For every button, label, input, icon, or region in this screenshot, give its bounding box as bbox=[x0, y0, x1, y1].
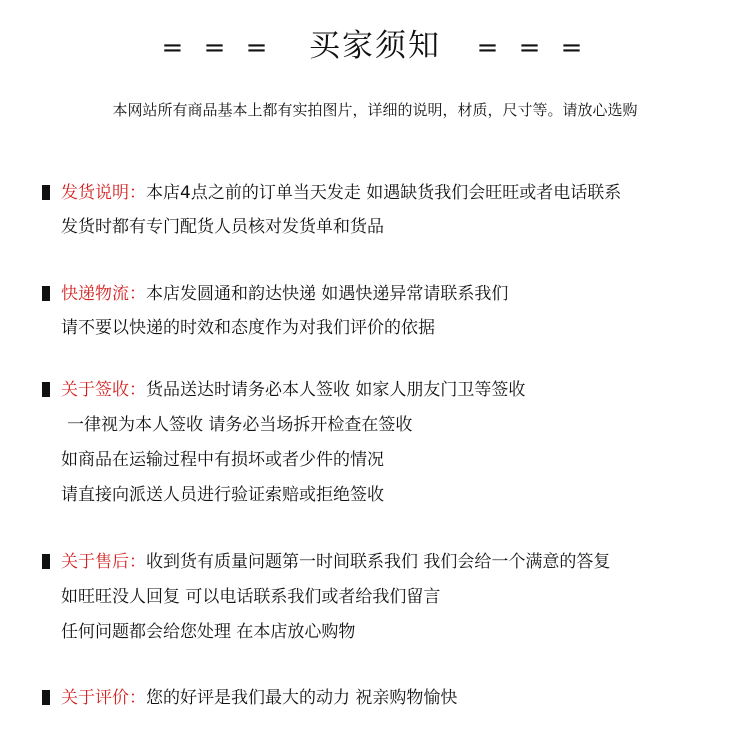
bullet-marker-icon bbox=[42, 185, 50, 200]
bullet-marker-icon bbox=[42, 690, 50, 705]
section-text: 货品送达时请务必本人签收 如家人朋友门卫等签收 bbox=[146, 380, 526, 400]
section-first-line bbox=[42, 181, 742, 205]
title-decoration-right: = = = bbox=[476, 33, 589, 63]
section-after-sales bbox=[42, 550, 742, 644]
section-label: 关于售后： bbox=[61, 552, 146, 572]
page-title bbox=[0, 26, 750, 68]
bullet-marker-icon bbox=[42, 286, 50, 301]
section-shipping bbox=[42, 181, 742, 239]
section-first-line bbox=[42, 550, 742, 574]
section-label: 关于签收： bbox=[61, 380, 146, 400]
section-receipt bbox=[42, 378, 742, 507]
section-line: 发货时都有专门配货人员核对发货单和货品 bbox=[61, 217, 384, 237]
section-text: 本店4点之前的订单当天发走 如遇缺货我们会旺旺或者电话联系 bbox=[146, 183, 622, 203]
bullet-marker-icon bbox=[42, 554, 50, 569]
title-decoration-left: = = = bbox=[161, 33, 274, 63]
section-delivery bbox=[42, 282, 742, 340]
section-text: 本店发圆通和韵达快递 如遇快递异常请联系我们 bbox=[146, 284, 509, 304]
title-text: 买家须知 bbox=[309, 28, 441, 64]
section-line: 如旺旺没人回复 可以电话联系我们或者给我们留言 bbox=[61, 587, 441, 607]
section-first-line bbox=[42, 282, 742, 306]
section-line: 如商品在运输过程中有损坏或者少件的情况 bbox=[61, 450, 384, 470]
section-first-line bbox=[42, 686, 742, 710]
section-line: 请不要以快递的时效和态度作为对我们评价的依据 bbox=[61, 318, 435, 338]
intro-text: 本网站所有商品基本上都有实拍图片，详细的说明，材质，尺寸等。请放心选购 bbox=[112, 101, 638, 119]
section-line: 请直接向派送人员进行验证索赔或拒绝签收 bbox=[61, 485, 384, 505]
section-text: 您的好评是我们最大的动力 祝亲购物愉快 bbox=[146, 688, 458, 708]
section-first-line bbox=[42, 378, 742, 402]
section-label: 快递物流： bbox=[61, 284, 146, 304]
section-line: 一律视为本人签收 请务必当场拆开检查在签收 bbox=[67, 415, 413, 435]
section-text: 收到货有质量问题第一时间联系我们 我们会给一个满意的答复 bbox=[146, 552, 611, 572]
bullet-marker-icon bbox=[42, 382, 50, 397]
section-line: 任何问题都会给您处理 在本店放心购物 bbox=[61, 622, 356, 642]
section-review bbox=[42, 686, 742, 710]
section-label: 关于评价： bbox=[61, 688, 146, 708]
section-label: 发货说明： bbox=[61, 183, 146, 203]
